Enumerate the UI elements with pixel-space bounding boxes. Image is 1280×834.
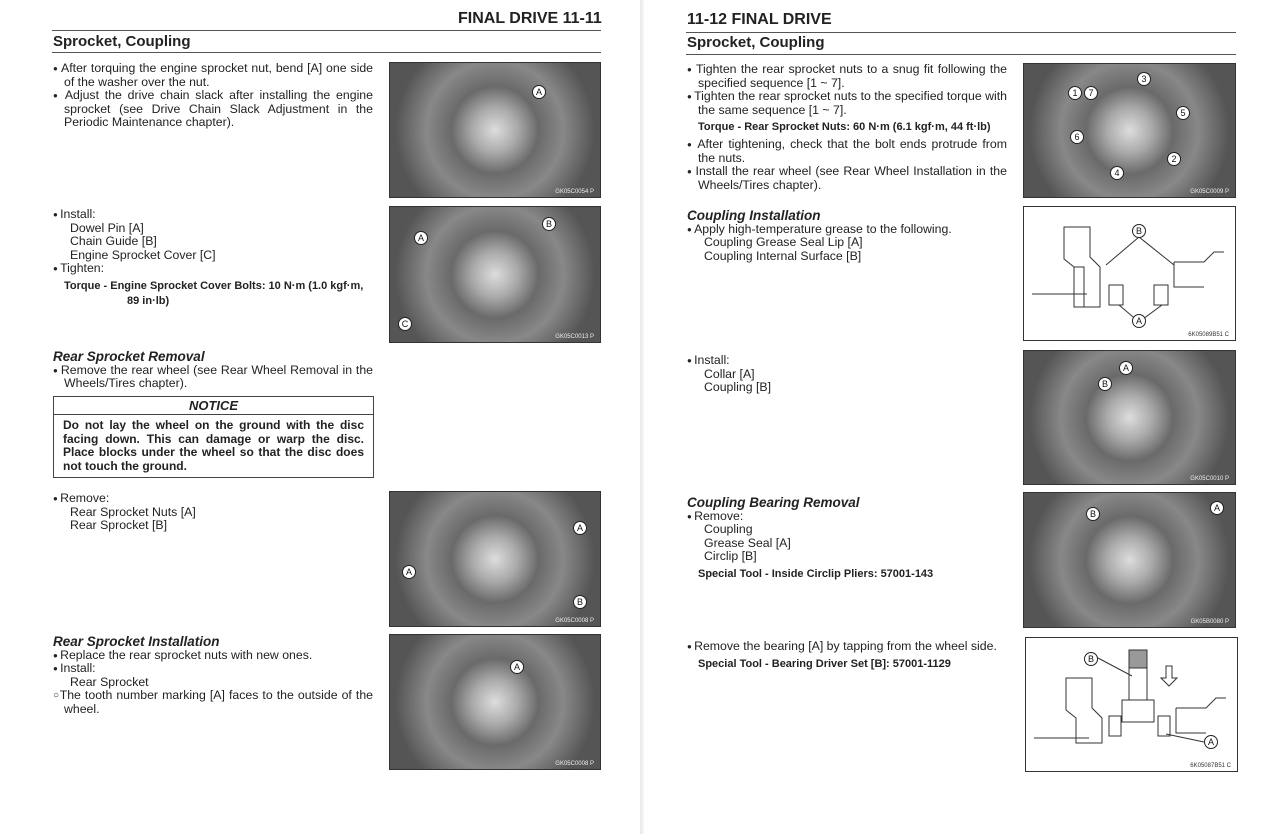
callout: B	[1098, 377, 1112, 391]
callout: B	[542, 217, 556, 231]
callout: B	[1084, 652, 1098, 666]
callout: A	[1132, 314, 1146, 328]
remove-block	[53, 492, 373, 533]
bullet: ● Tighten:	[53, 262, 378, 276]
header-rule	[52, 30, 601, 31]
special-tool: Special Tool - Bearing Driver Set [B]: 57001-1129	[698, 657, 951, 670]
callout: A	[1204, 735, 1218, 749]
page-header-right: 11-12 FINAL DRIVE	[687, 11, 832, 28]
figure-sprocket-cover	[389, 206, 601, 343]
callout: 4	[1110, 166, 1124, 180]
torque-spec: Torque - Engine Sprocket Cover Bolts: 10 N·m (1.0 kgf·m,	[64, 279, 364, 292]
subheading: Coupling Bearing Removal	[687, 495, 860, 510]
callout: A	[573, 521, 587, 535]
section-title-left: Sprocket, Coupling	[53, 33, 191, 50]
figure-code: GK05C0008 P	[555, 761, 594, 767]
list-item: Rear Sprocket [B]	[70, 518, 168, 533]
list-item: Coupling	[704, 522, 753, 537]
bullet: ● Remove the rear wheel (see Rear Wheel Removal in the Wheels/Tires chapter).	[53, 364, 373, 391]
bullet: ● Install:	[687, 354, 1007, 368]
figure-code: 6K05087B51 C	[1190, 763, 1231, 769]
special-tool: Special Tool - Inside Circlip Pliers: 57001-143	[698, 567, 934, 580]
list-item: Coupling Grease Seal Lip [A]	[704, 235, 863, 250]
figure-code: GK05C0008 P	[555, 618, 594, 624]
callout: A	[1119, 361, 1133, 375]
page-header-left: FINAL DRIVE 11-11	[458, 10, 602, 27]
torque-spec: Torque - Rear Sprocket Nuts: 60 N·m (6.1 kgf·m, 44 ft·lb)	[698, 121, 991, 134]
section-rule	[52, 52, 601, 53]
sub-bullet: ○ The tooth number marking [A] faces to the outside of the wheel.	[53, 689, 373, 716]
bullet: ● Install the rear wheel (see Rear Wheel Installation in the Wheels/Tires chapter).	[687, 165, 1007, 192]
callout: A	[510, 660, 524, 674]
callout: 5	[1176, 106, 1190, 120]
subheading: Rear Sprocket Installation	[53, 634, 220, 649]
figure-bearing-driver	[1025, 637, 1238, 772]
bullet: ● Apply high-temperature grease to the following.	[687, 223, 1007, 237]
bearing-block	[687, 640, 1012, 674]
bullet: ● Tighten the rear sprocket nuts to the specified torque with the same sequence [1 ~ 7].	[687, 90, 1007, 117]
install-block	[53, 208, 378, 311]
coupling-diagram	[1024, 207, 1235, 340]
callout: A	[532, 85, 546, 99]
callout: A	[414, 231, 428, 245]
figure-code: GK05C0054 P	[555, 189, 594, 195]
figure-code: GK05C0013 P	[555, 334, 594, 340]
list-item: Dowel Pin [A]	[70, 220, 144, 235]
header-rule	[686, 32, 1236, 33]
figure-rear-sprocket	[389, 491, 601, 627]
figure-code: GK05C0009 P	[1190, 189, 1229, 195]
bullet: ● Tighten the rear sprocket nuts to a snug fit following the specified sequence [1 ~ 7].	[687, 63, 1007, 90]
bearing-driver-diagram	[1026, 638, 1237, 771]
list-item: Rear Sprocket Nuts [A]	[70, 504, 196, 519]
figure-sequence	[1023, 63, 1236, 198]
callout: 3	[1137, 72, 1151, 86]
subheading: Coupling Installation	[687, 208, 821, 223]
bullet: ● Remove the bearing [A] by tapping from the wheel side.	[687, 640, 1012, 654]
text-block	[687, 63, 1007, 192]
callout: C	[398, 317, 412, 331]
bullet: ● Remove:	[53, 492, 373, 506]
list-item: Chain Guide [B]	[70, 234, 157, 249]
list-item: Circlip [B]	[704, 549, 757, 564]
figure-code: GK05C0010 P	[1190, 476, 1229, 482]
bullet: ● Adjust the drive chain slack after installing the engine sprocket (see Drive Chain Slack Adjustment in the Periodic Maintenance chapter).	[53, 89, 373, 130]
notice-title: NOTICE	[54, 397, 373, 415]
bullet: ● After tightening, check that the bolt ends protrude from the nuts.	[687, 138, 1007, 165]
list-item: Coupling [B]	[704, 380, 771, 395]
figure-grease-seal	[1023, 492, 1236, 628]
bullet: ● Install:	[53, 208, 378, 222]
callout: B	[573, 595, 587, 609]
text-block	[53, 62, 373, 130]
callout: B	[1086, 507, 1100, 521]
callout: 6	[1070, 130, 1084, 144]
figure-code: 6K05089B51 C	[1188, 332, 1229, 338]
list-item: Engine Sprocket Cover [C]	[70, 247, 216, 262]
page-fold	[640, 0, 644, 834]
bullet: ● Install:	[53, 662, 373, 676]
list-item: Coupling Internal Surface [B]	[704, 248, 862, 263]
section-title-right: Sprocket, Coupling	[687, 34, 825, 51]
figure-collar-coupling	[1023, 350, 1236, 485]
callout: B	[1132, 224, 1146, 238]
bullet: ● Replace the rear sprocket nuts with new ones.	[53, 649, 373, 663]
callout: 7	[1084, 86, 1098, 100]
list-item: Collar [A]	[704, 366, 755, 381]
callout: A	[402, 565, 416, 579]
coupling-install-block	[687, 209, 1007, 263]
notice-text: Do not lay the wheel on the ground with the disc facing down. This can damage or warp the disc. Place blocks under the wheel so that the disc does not touch the ground.	[63, 418, 364, 473]
figure-tooth-marking	[389, 634, 601, 770]
figure-engine-sprocket	[389, 62, 601, 198]
removal-block	[53, 350, 373, 391]
list-item: Grease Seal [A]	[704, 535, 791, 550]
torque-spec: 89 in·lb)	[127, 294, 170, 307]
installation-block	[53, 635, 373, 717]
install-block	[687, 354, 1007, 395]
figure-coupling-diagram	[1023, 206, 1236, 341]
callout: 2	[1167, 152, 1181, 166]
callout: A	[1210, 501, 1224, 515]
list-item: Rear Sprocket	[70, 674, 149, 689]
bullet: ● Remove:	[687, 510, 1007, 524]
callout: 1	[1068, 86, 1082, 100]
bullet: ● After torquing the engine sprocket nut, bend [A] one side of the washer over the nut.	[53, 62, 373, 89]
notice-box	[53, 396, 374, 478]
section-rule	[686, 54, 1236, 55]
subheading: Rear Sprocket Removal	[53, 349, 205, 364]
bearing-removal-block	[687, 496, 1007, 585]
figure-code: GK05B0080 P	[1190, 619, 1229, 625]
